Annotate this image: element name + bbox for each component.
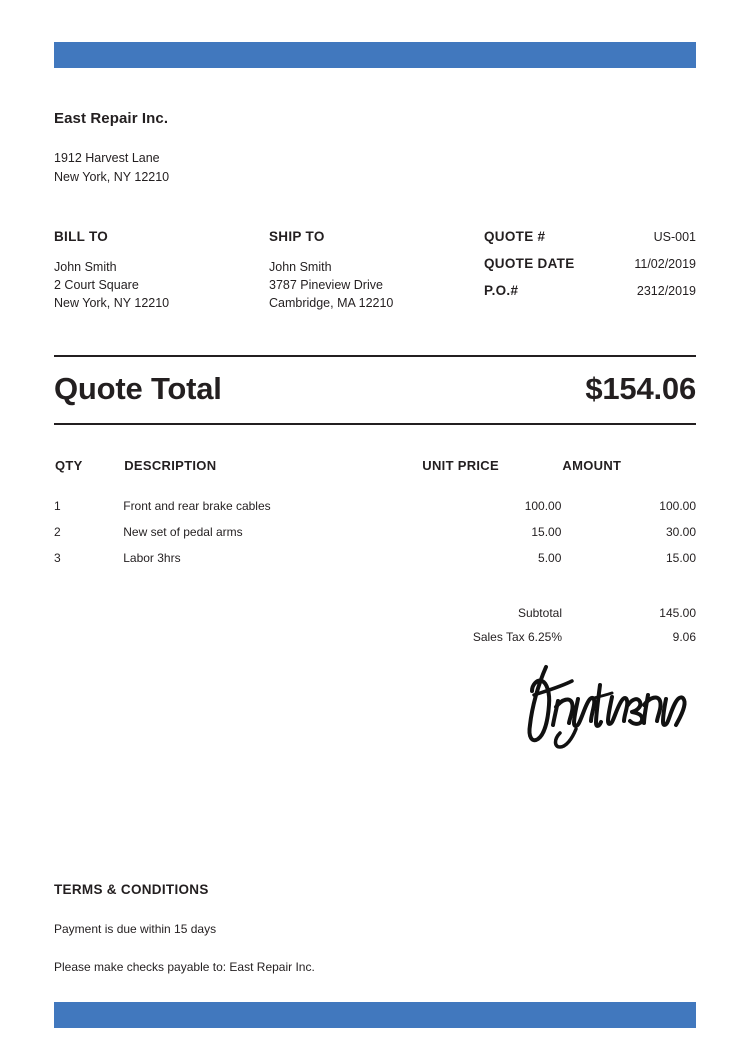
header-band <box>54 42 696 68</box>
company-address-line-2: New York, NY 12210 <box>54 170 170 184</box>
ship-to-line-2: 3787 Pineview Drive <box>269 278 383 292</box>
quote-meta-block <box>484 229 696 312</box>
company-address-line-1: 1912 Harvest Lane <box>54 151 160 165</box>
quote-date-row <box>484 256 696 271</box>
subtotal-label: Subtotal <box>517 606 562 620</box>
table-row <box>54 545 696 571</box>
signature-icon <box>516 655 696 755</box>
subtotal-row <box>54 601 696 625</box>
sales-tax-label: Sales Tax 6.25% <box>472 630 562 644</box>
subtotal-amount: 145.00 <box>659 606 696 620</box>
cell-qty: 1 <box>54 499 61 513</box>
quote-total-value: $154.06 <box>585 371 696 406</box>
cell-qty: 2 <box>54 525 61 539</box>
line-items-header <box>54 457 696 493</box>
cell-amount: 30.00 <box>665 525 696 539</box>
bill-to-line-1: John Smith <box>54 260 117 274</box>
quote-number-row <box>484 229 696 244</box>
parties-section <box>54 229 696 312</box>
header-description: DESCRIPTION <box>124 458 217 473</box>
terms-title: TERMS & CONDITIONS <box>54 882 209 897</box>
terms-line-1: Payment is due within 15 days <box>54 922 217 936</box>
po-number-label: P.O.# <box>484 283 519 298</box>
bill-to-block <box>54 229 269 312</box>
signature-block <box>54 655 696 765</box>
line-items-body <box>54 493 696 571</box>
quote-date-value: 11/02/2019 <box>634 257 696 271</box>
document-body <box>54 110 696 765</box>
table-header-row <box>54 457 696 493</box>
quote-total-row <box>54 357 696 413</box>
quote-total-label: Quote Total <box>54 371 222 406</box>
line-items-table <box>54 457 696 571</box>
table-row <box>54 519 696 545</box>
divider-below-total <box>54 423 696 425</box>
ship-to-line-3: Cambridge, MA 12210 <box>269 296 394 310</box>
bill-to-title: BILL TO <box>54 229 109 244</box>
cell-unit-price: 100.00 <box>524 499 562 513</box>
header-qty: QTY <box>55 458 83 473</box>
sales-tax-amount: 9.06 <box>672 630 696 644</box>
cell-description: New set of pedal arms <box>123 525 243 539</box>
sales-tax-row <box>54 625 696 649</box>
cell-amount: 100.00 <box>659 499 696 513</box>
cell-unit-price: 5.00 <box>538 551 562 565</box>
bill-to-line-3: New York, NY 12210 <box>54 296 170 310</box>
quote-number-label: QUOTE # <box>484 229 546 244</box>
table-row <box>54 493 696 519</box>
ship-to-line-1: John Smith <box>269 260 332 274</box>
summary-section <box>54 601 696 649</box>
quote-number-value: US-001 <box>653 230 696 244</box>
header-amount: AMOUNT <box>562 458 622 473</box>
cell-description: Labor 3hrs <box>123 551 181 565</box>
po-number-value: 2312/2019 <box>636 284 696 298</box>
po-number-row <box>484 283 696 298</box>
ship-to-title: SHIP TO <box>269 229 325 244</box>
terms-line-2: Please make checks payable to: East Repair Inc. <box>54 960 315 974</box>
ship-to-block <box>269 229 484 312</box>
cell-description: Front and rear brake cables <box>123 499 271 513</box>
company-name: East Repair Inc. <box>54 110 169 127</box>
cell-amount: 15.00 <box>665 551 696 565</box>
company-address <box>54 149 696 187</box>
cell-qty: 3 <box>54 551 61 565</box>
terms-section <box>54 882 696 995</box>
footer-band <box>54 1002 696 1028</box>
header-unit-price: UNIT PRICE <box>422 458 499 473</box>
cell-unit-price: 15.00 <box>531 525 562 539</box>
quote-date-label: QUOTE DATE <box>484 256 575 271</box>
bill-to-line-2: 2 Court Square <box>54 278 139 292</box>
